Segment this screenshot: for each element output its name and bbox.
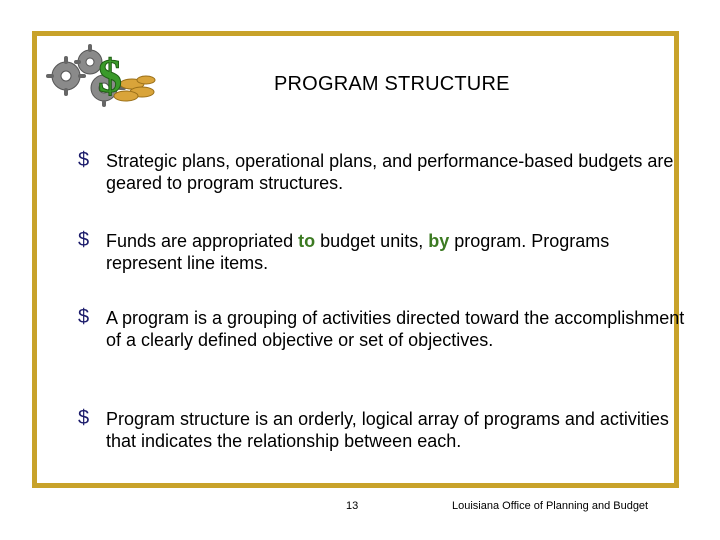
bullet-text: A program is a grouping of activities directed toward the accomplishment of a clearly defined objective or set of objectives. <box>106 308 685 350</box>
slide-title: PROGRAM STRUCTURE <box>274 73 510 95</box>
bullet-text: Program structure is an orderly, logical array of programs and activities that indicates the relationship between each. <box>106 409 669 451</box>
bullet-text: Strategic plans, operational plans, and performance-based budgets are geared to program structures. <box>106 151 674 193</box>
bullet-text-part: Funds are appropriated <box>106 231 299 251</box>
footer-text: Louisiana Office of Planning and Budget <box>452 500 649 512</box>
svg-text:$: $ <box>98 50 122 103</box>
bullet-text-part: budget units, <box>315 231 429 251</box>
dollar-bullet-icon: $ <box>78 306 90 328</box>
dollar-bullet-icon: $ <box>78 407 90 429</box>
emphasis-to: to <box>298 231 316 251</box>
bullet-text-part: program. Programs represent line items. <box>106 231 610 273</box>
emphasis-by: by <box>428 231 450 251</box>
bullet-text <box>106 230 686 274</box>
gears-dollar-coins-icon <box>46 42 158 108</box>
dollar-bullet-icon: $ <box>78 149 90 171</box>
dollar-bullet-icon: $ <box>78 229 90 251</box>
page-number: 13 <box>346 500 359 512</box>
